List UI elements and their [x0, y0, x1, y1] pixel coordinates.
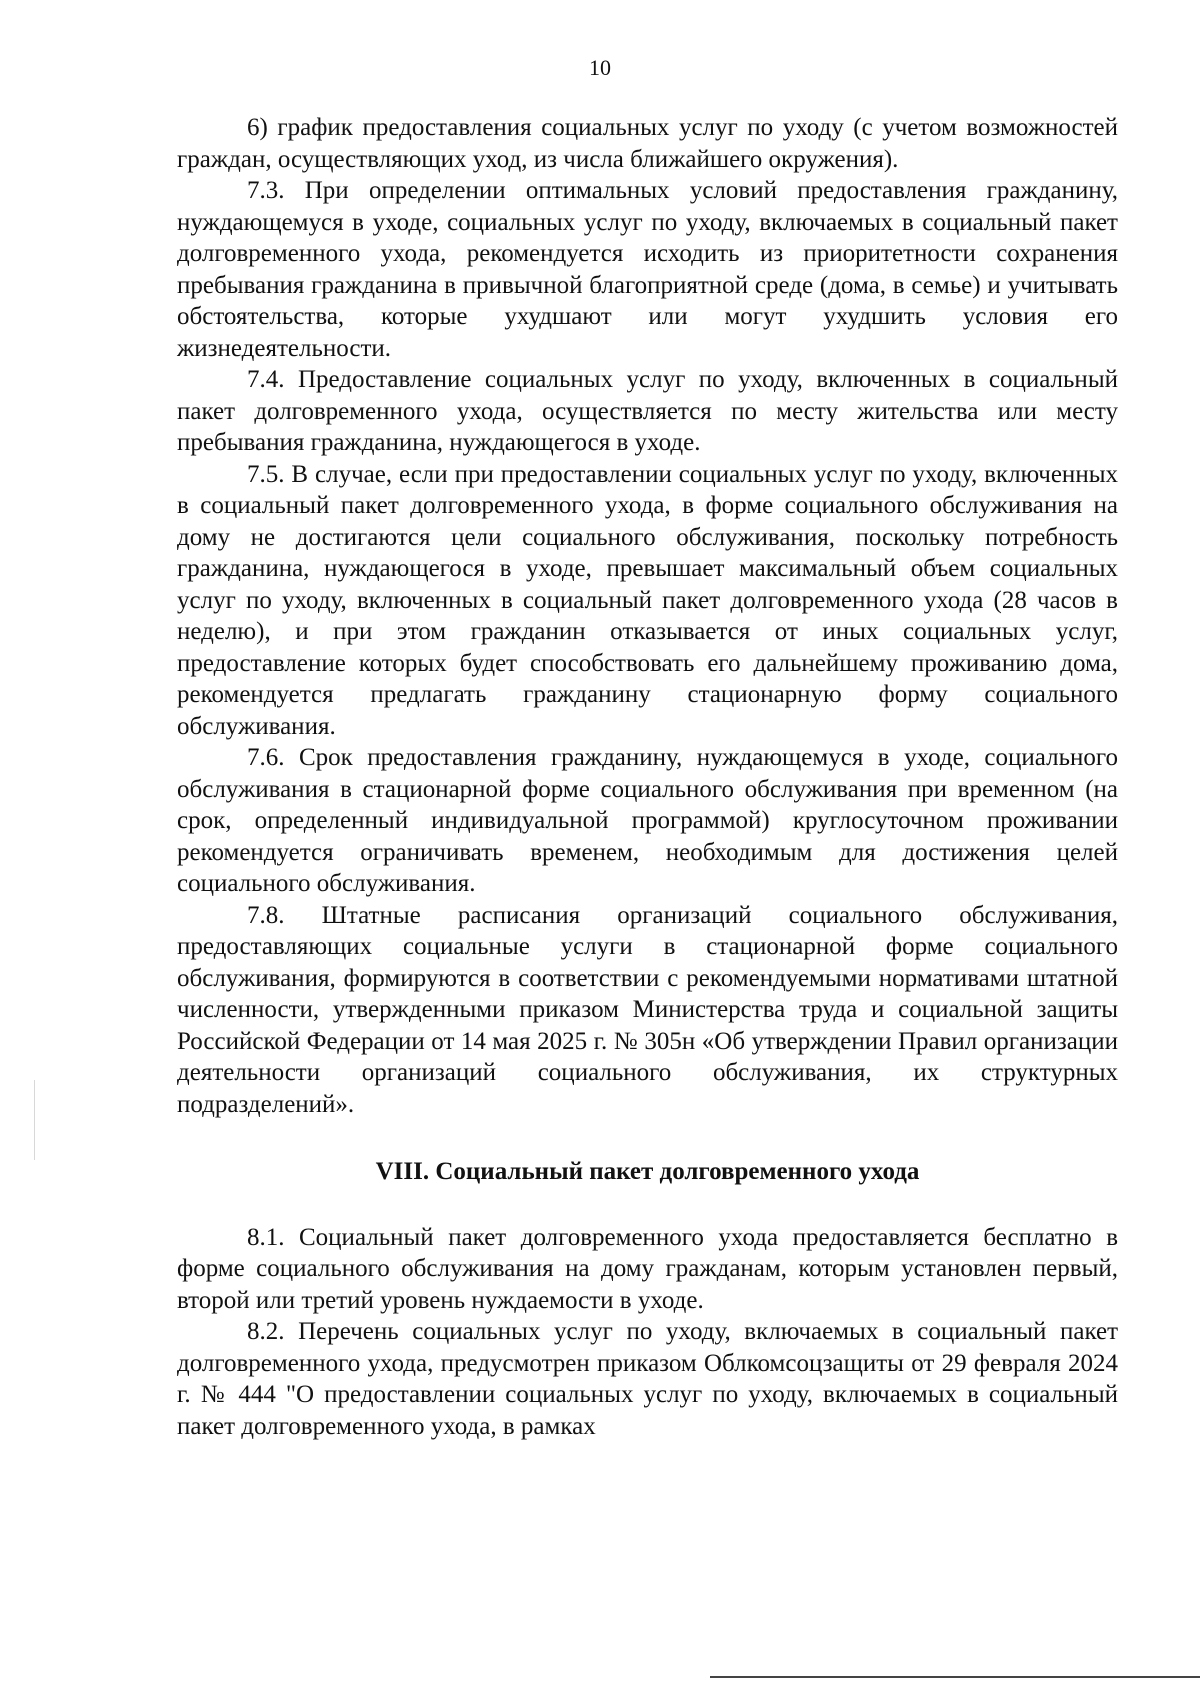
document-body	[177, 112, 1118, 1442]
paragraph-7-3: 7.3. При определении оптимальных условий предоставления гражданину, нуждающемуся в уходе, социальных услуг по уходу, включаемых в социальный пакет долговременного ухода, рекомендуется исходить из приоритетности сохранения пребывания гражданина в привычной благоприятной среде (дома, в семье) и учитывать обстоятельства, которые ухудшают или могут ухудшить условия его жизнедеятельности.	[177, 177, 1118, 362]
paragraph-8-2: 8.2. Перечень социальных услуг по уходу, включаемых в социальный пакет долговременного ухода, предусмотрен приказом Облкомсоцзащиты от 29 февраля 2024 г. № 444 "О предоставлении социальных услуг по уходу, включаемых в социальный пакет долговременного ухода, в рамках	[177, 1318, 1118, 1440]
paragraph-7-5: 7.5. В случае, если при предоставлении социальных услуг по уходу, включенных в социальный пакет долговременного ухода, в форме социального обслуживания на дому не достигаются цели социального обслуживания, поскольку потребность гражданина, нуждающегося в уходе, превышает максимальный объем социальных услуг по уходу, включенных в социальный пакет долговременного ухода (28 часов в неделю), и при этом гражданин отказывается от иных социальных услуг, предоставление которых будет способствовать его дальнейшему проживанию дома, рекомендуется предлагать гражданину стационарную форму социального обслуживания.	[177, 460, 1118, 740]
paragraph-7-8: 7.8. Штатные расписания организаций социального обслуживания, предоставляющих социальные услуги в стационарной форме социального обслуживания, формируются в соответствии с рекомендуемыми нормативами штатной численности, утвержденными приказом Министерства труда и социальной защиты Российской Федерации от 14 мая 2025 г. № 305н «Об утверждении Правил организации деятельности организаций социального обслуживания, их структурных подразделений».	[177, 901, 1118, 1118]
paragraph-6-schedule: 6) график предоставления социальных услуг по уходу (с учетом возможностей граждан, осуществляющих уход, из числа ближайшего окружения).	[177, 114, 1118, 173]
scan-edge-mark	[34, 1080, 35, 1160]
paragraph-7-4: 7.4. Предоставление социальных услуг по уходу, включенных в социальный пакет долговременного ухода, осуществляется по месту жительства или месту пребывания гражданина, нуждающегося в уходе.	[177, 366, 1118, 456]
paragraph-8-1: 8.1. Социальный пакет долговременного ухода предоставляется бесплатно в форме социального обслуживания на дому гражданам, которым установлен первый, второй или третий уровень нуждаемости в уходе.	[177, 1223, 1118, 1314]
page-number: 10	[589, 55, 611, 80]
scan-bottom-line	[710, 1676, 1200, 1678]
paragraph-7-6: 7.6. Срок предоставления гражданину, нуждающемуся в уходе, социального обслуживания в стационарной форме социального обслуживания при временном (на срок, определенный индивидуальной программой) круглосуточном проживании рекомендуется ограничивать временем, необходимым для достижения целей социального обслуживания.	[177, 744, 1118, 897]
section-heading: VIII. Социальный пакет долговременного ухода	[375, 1158, 920, 1185]
